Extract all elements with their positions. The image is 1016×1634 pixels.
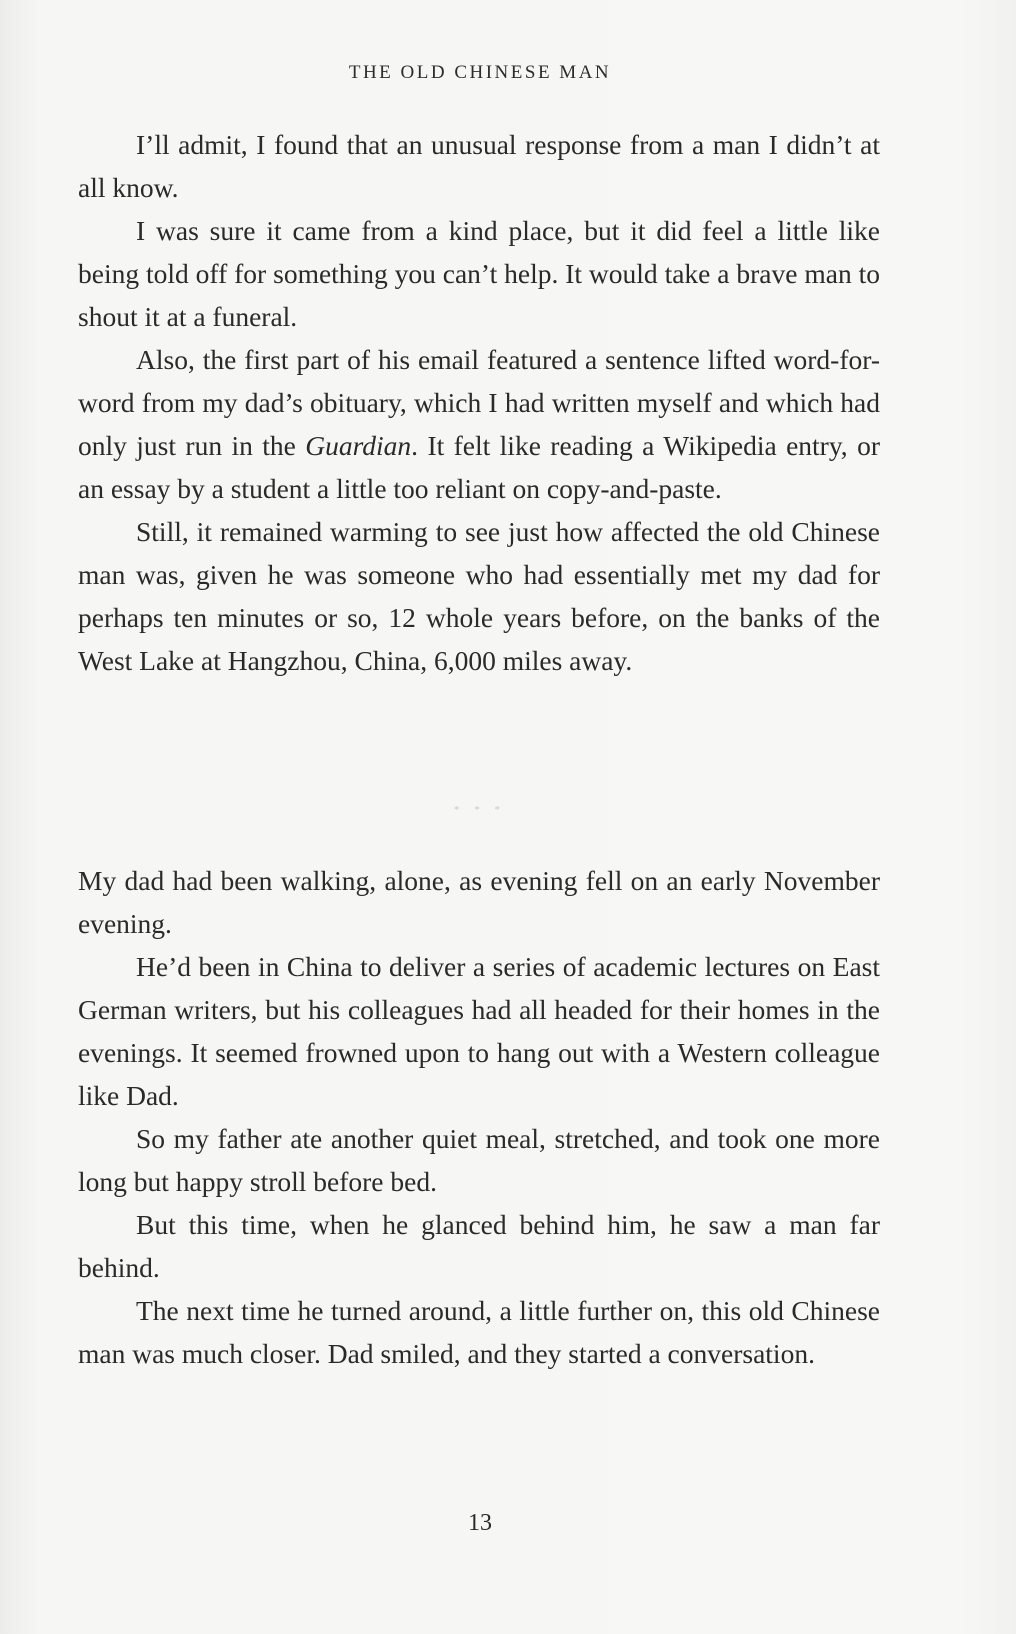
paragraph: So my father ate another quiet meal, stretched, and took one more long but happy stroll before bed. (78, 1123, 880, 1197)
paragraph: He’d been in China to deliver a series of academic lectures on East German writers, but his colleagues had all headed for their homes in the evenings. It seemed frowned upon to hang out with a Western colleague like Dad. (78, 951, 880, 1111)
paragraph-text: . It felt like reading a Wikipedia entry, or an essay by a student a little too reliant on copy-and-paste. (78, 430, 880, 504)
paragraph: I was sure it came from a kind place, but it did feel a little like being told off for something you can’t help. It would take a brave man to shout it at a funeral. (78, 215, 880, 332)
paragraph (78, 338, 880, 510)
paragraph-text: Also, the first part of his email featured a sentence lifted word-for-word from my dad’s obituary, which I had written myself and which had only just run in the (78, 344, 880, 461)
paragraph: I’ll admit, I found that an unusual response from a man I didn’t at all know. (78, 129, 880, 203)
paragraph: My dad had been walking, alone, as evening fell on an early November evening. (78, 865, 880, 939)
running-head: THE OLD CHINESE MAN (348, 62, 612, 83)
paragraph: The next time he turned around, a little further on, this old Chinese man was much closer. Dad smiled, and they started a conversation. (78, 1295, 880, 1369)
section-one (78, 123, 880, 682)
page-number: 13 (468, 1510, 492, 1536)
newspaper-title: Guardian (305, 430, 412, 461)
section-two (78, 859, 880, 1375)
paragraph: But this time, when he glanced behind him, he saw a man far behind. (78, 1209, 880, 1283)
paragraph: Still, it remained warming to see just how affected the old Chinese man was, given he was someone who had essentially met my dad for perhaps ten minutes or so, 12 whole years before, on the banks of the West Lake at Hangzhou, China, 6,000 miles away. (78, 516, 880, 676)
section-break-ornament: * * * (454, 804, 506, 816)
